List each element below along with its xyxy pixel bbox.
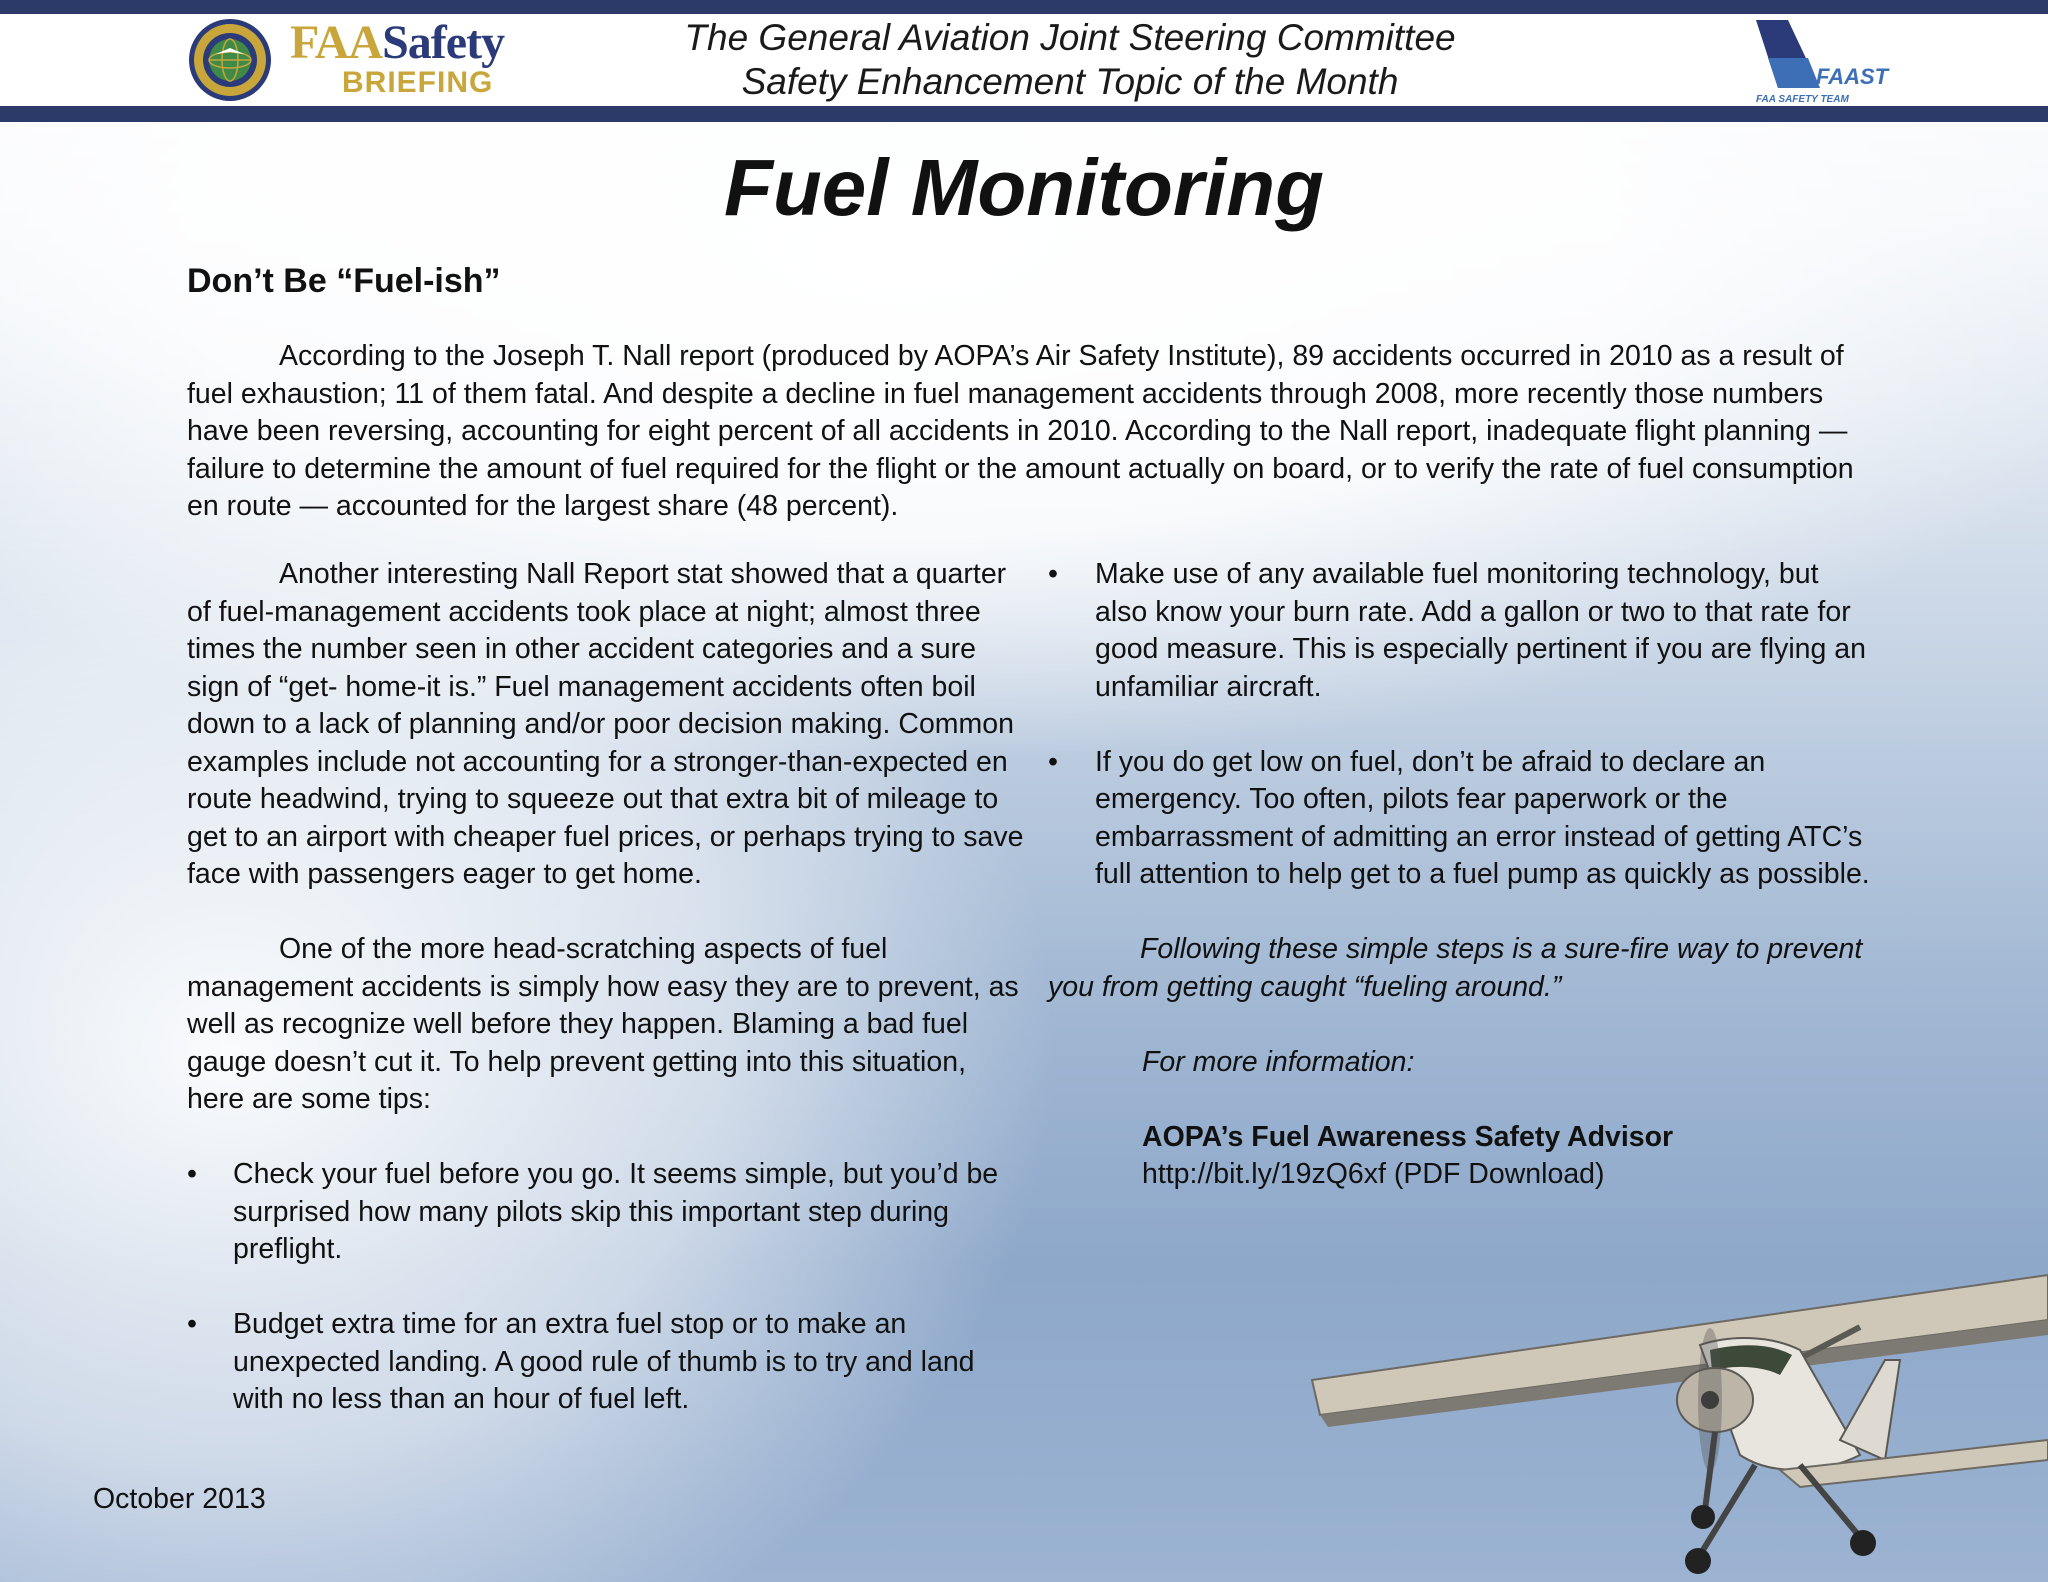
more-info-label: For more information: <box>1142 1045 1415 1078</box>
intro-paragraph: According to the Joseph T. Nall report (produced by AOPA’s Air Safety Institute), 89 accidents occurred in 2010 as a result of fuel exhaustion; 11 of them fatal. And despite a decline in fuel management accidents through 2008, more recently those numbers have been reversing, accounting for eight percent of all accidents in 2010. According to the Nall report, inadequate flight planning — failure to determine the amount of fuel required for the flight or the amount actually on board, or to verify the rate of fuel consumption en route — accounted for the largest share (48 percent). <box>187 340 1854 522</box>
brand-briefing: BRIEFING <box>342 66 494 99</box>
bullet-dot: • <box>1048 745 1058 778</box>
committee-line-1: The General Aviation Joint Steering Committee <box>684 17 1456 58</box>
tip-text: Budget extra time for an extra fuel stop or to make an unexpected landing. A good rule of thumb is to try and land with no less than an hour of fuel left. <box>233 1308 975 1415</box>
faast-logo-text: FAAST <box>1816 64 1889 89</box>
faa-safety-briefing-logo <box>290 18 504 98</box>
publication-date: October 2013 <box>93 1483 266 1515</box>
faa-seal-logo <box>188 18 272 102</box>
tip-bullet <box>187 1156 1027 1269</box>
faast-logo <box>1748 18 1889 106</box>
bullet-dot: • <box>187 1158 197 1190</box>
faast-logo-subtext: FAA SAFETY TEAM <box>1756 94 1849 105</box>
header-bottom-bar <box>0 106 2048 122</box>
committee-heading <box>560 16 1580 104</box>
tip-text: If you do get low on fuel, don’t be afraid to declare an emergency. Too often, pilots fear paperwork or the embarrassment of admitting an error instead of getting ATC’s full attention to help get to a fuel pump as quickly as possible. <box>1095 745 1870 890</box>
tip-bullet <box>1048 556 1878 706</box>
tip-bullet <box>1048 744 1878 894</box>
right-column <box>1048 556 1878 1194</box>
bullet-dot: • <box>187 1308 197 1340</box>
committee-line-2: Safety Enhancement Topic of the Month <box>741 61 1399 102</box>
brand-safety: Safety <box>382 16 505 69</box>
left-paragraph-2: One of the more head-scratching aspects of fuel management accidents is simply how easy they are to prevent, as well as recognize well before they happen. Blaming a bad fuel gauge doesn’t cut it. To help prevent getting into this situation, here are some tips: <box>187 933 1019 1115</box>
resource-title: AOPA’s Fuel Awareness Safety Advisor <box>1142 1120 1674 1153</box>
tip-text: Check your fuel before you go. It seems simple, but you’d be surprised how many pilots skip this important step during preflight. <box>233 1158 999 1265</box>
page-title: Fuel Monitoring <box>724 143 1324 232</box>
brand-faa: FAA <box>290 16 383 69</box>
closing-paragraph: Following these simple steps is a sure-fire way to prevent you from getting caught “fueling around.” <box>1048 933 1863 1003</box>
tip-bullet <box>187 1306 1027 1419</box>
bullet-dot: • <box>1048 558 1058 590</box>
left-column <box>187 556 1027 1419</box>
resource-link[interactable]: http://bit.ly/19zQ6xf (PDF Download) <box>1142 1158 1605 1190</box>
tip-text: Make use of any available fuel monitoring technology, but also know your burn rate. Add a gallon or two to that rate for good measure. This is especially pertinent if you are flying an unfamiliar aircraft. <box>1095 558 1866 703</box>
airplane-image <box>1300 1265 2048 1582</box>
left-paragraph-1: Another interesting Nall Report stat showed that a quarter of fuel-management accidents took place at night; almost three times the number seen in other accident categories and a sure sign of “get- home-it is.” Fuel management accidents often boil down to a lack of planning and/or poor decision making. Common examples include not accounting for a stronger-than-expected en route headwind, trying to squeeze out that extra bit of mileage to get to an airport with cheaper fuel prices, or perhaps trying to save face with passengers eager to get home. <box>187 558 1024 890</box>
top-navy-bar <box>0 0 2048 14</box>
section-subtitle: Don’t Be “Fuel-ish” <box>187 262 501 300</box>
